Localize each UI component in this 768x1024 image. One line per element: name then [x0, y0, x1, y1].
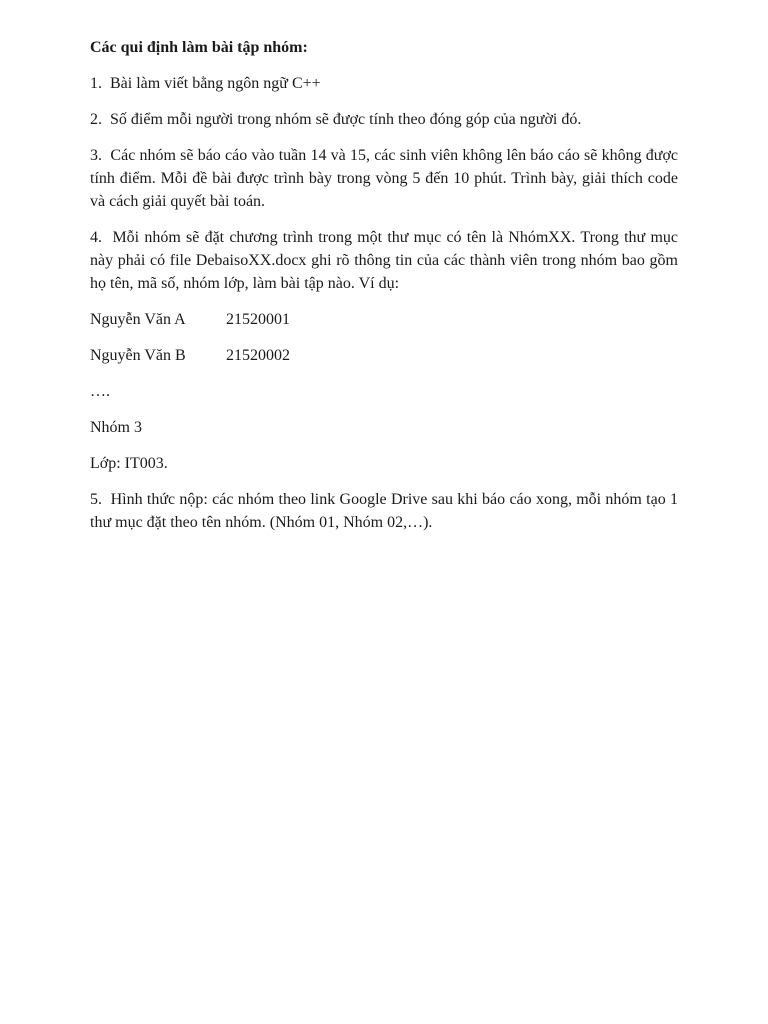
example-ellipsis: …. — [90, 383, 110, 400]
example-member-row — [90, 308, 678, 331]
rule-text: Hình thức nộp: các nhóm theo link Google Drive sau khi báo cáo xong, mỗi nhóm tạo 1 thư mục đặt theo tên nhóm. (Nhóm 01, Nhóm 02,…). — [90, 491, 679, 531]
document-title: Các qui định làm bài tập nhóm: — [90, 39, 308, 56]
rule-number: 3. — [90, 147, 102, 164]
document-body — [90, 36, 678, 547]
rule-number: 2. — [90, 111, 102, 128]
rule-5 — [90, 488, 678, 534]
rule-2 — [90, 108, 678, 131]
member-name: Nguyễn Văn A — [90, 311, 186, 328]
member-id: 21520002 — [226, 347, 290, 364]
rule-text: Mỗi nhóm sẽ đặt chương trình trong một thư mục có tên là NhómXX. Trong thư mục này phải có file DebaisoXX.docx ghi rõ thông tin của các thành viên trong nhóm bao gồm họ tên, mã số, nhóm lớp, làm bài tập nào. Ví dụ: — [90, 229, 679, 292]
example-member-row — [90, 344, 678, 367]
rule-3 — [90, 144, 678, 213]
rule-4 — [90, 226, 678, 295]
member-name: Nguyễn Văn B — [90, 347, 186, 364]
rule-number: 1. — [90, 75, 102, 92]
rule-1 — [90, 72, 678, 95]
rule-text: Bài làm viết bằng ngôn ngữ C++ — [110, 75, 321, 92]
rule-text: Các nhóm sẽ báo cáo vào tuần 14 và 15, các sinh viên không lên báo cáo sẽ không được tính điểm. Mỗi đề bài được trình bày trong vòng 5 đến 10 phút. Trình bày, giải thích code và cách giải quyết bài toán. — [90, 147, 679, 210]
rule-number: 5. — [90, 491, 102, 508]
member-id: 21520001 — [226, 311, 290, 328]
example-class: Lớp: IT003. — [90, 455, 168, 472]
example-group: Nhóm 3 — [90, 419, 142, 436]
rule-number: 4. — [90, 229, 102, 246]
rule-text: Số điểm mỗi người trong nhóm sẽ được tính theo đóng góp của người đó. — [110, 111, 582, 128]
